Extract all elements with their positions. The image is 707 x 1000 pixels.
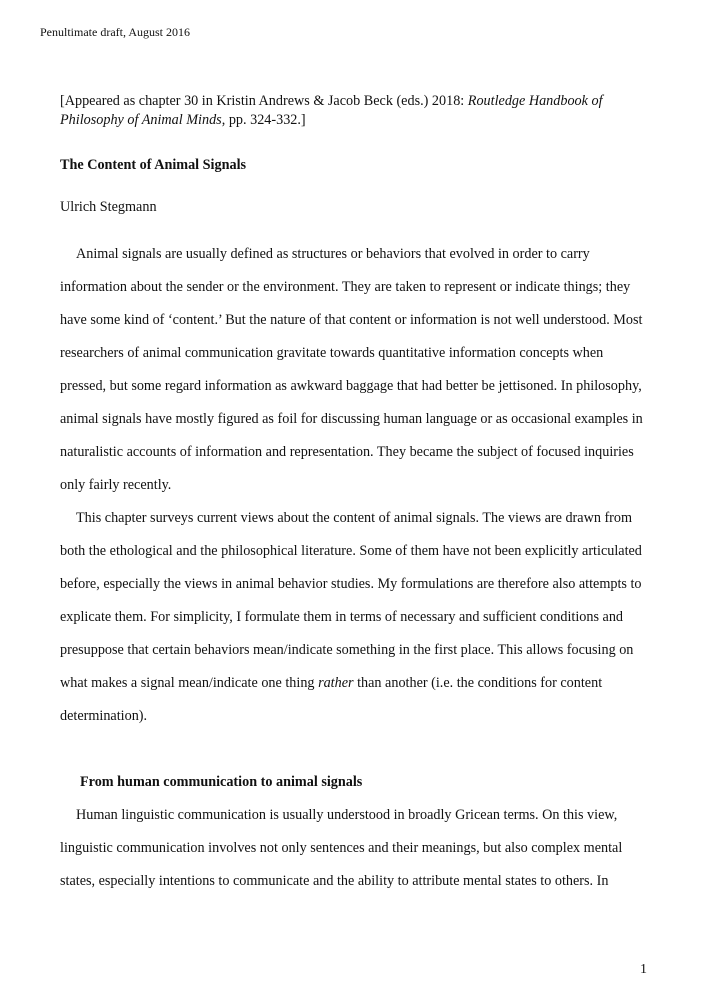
italic-text: Philosophy of Animal Minds [60, 112, 222, 128]
note-line [60, 92, 603, 111]
text-run: This chapter surveys current views about the content of animal signals. The views are drawn from [76, 510, 633, 526]
text-run: what makes a signal mean/indicate one thing [60, 675, 319, 691]
text-line [60, 403, 660, 436]
text-run: linguistic communication involves not only sentences and their meanings, but also complex mental [60, 840, 623, 856]
text-run: both the ethological and the philosophical literature. Some of them have not been explicitly articulated [60, 543, 642, 559]
text-line [60, 502, 660, 535]
text-run: animal signals have mostly figured as foil for discussing human language or as occasional examples in [60, 411, 643, 427]
text-line [60, 535, 660, 568]
text-run: pressed, but some regard information as awkward baggage that had better be jettisoned. In philosophy, [60, 378, 642, 394]
text-run: presuppose that certain behaviors mean/indicate something in the first place. This allows focusing on [60, 642, 634, 658]
note-line [60, 111, 603, 130]
text-run: Animal signals are usually defined as structures or behaviors that evolved in order to carry [76, 246, 590, 262]
text-line [60, 370, 660, 403]
text-line [60, 667, 660, 700]
text-run: [Appeared as chapter 30 in Kristin Andrews & Jacob Beck (eds.) 2018: [60, 93, 468, 109]
section-heading [60, 766, 660, 799]
author-name: Ulrich Stegmann [60, 199, 157, 215]
text-line [60, 568, 660, 601]
text-line [60, 634, 660, 667]
text-run: researchers of animal communication gravitate towards quantitative information concepts when [60, 345, 604, 361]
text-line [60, 436, 660, 469]
text-run: determination). [60, 708, 148, 724]
text-run: only fairly recently. [60, 477, 172, 493]
text-line [60, 700, 660, 733]
italic-text: rather [318, 675, 354, 691]
page-number: 1 [640, 962, 647, 977]
text-line [60, 601, 660, 634]
text-run: information about the sender or the environment. They are taken to represent or indicate things; they [60, 279, 631, 295]
text-line [60, 238, 660, 271]
text-run: explicate them. For simplicity, I formulate them in terms of necessary and sufficient conditions and [60, 609, 624, 625]
text-run: Human linguistic communication is usually understood in broadly Gricean terms. On this view, [76, 807, 618, 823]
text-line [60, 865, 660, 898]
running-header: Penultimate draft, August 2016 [40, 25, 190, 39]
text-run: before, especially the views in animal behavior studies. My formulations are therefore also attempts to [60, 576, 642, 592]
body-text [60, 238, 660, 898]
publication-note [60, 92, 603, 130]
italic-text: Routledge Handbook of [467, 93, 603, 109]
text-line [60, 799, 660, 832]
chapter-title: The Content of Animal Signals [60, 157, 247, 173]
text-line [60, 469, 660, 502]
text-run: states, especially intentions to communicate and the ability to attribute mental states to others. In [60, 873, 609, 889]
text-run: have some kind of ‘content.’ But the nature of that content or information is not well understood. Most [60, 312, 643, 328]
text-line [60, 304, 660, 337]
text-line [60, 337, 660, 370]
text-line [60, 832, 660, 865]
text-line [60, 271, 660, 304]
text-run: naturalistic accounts of information and representation. They became the subject of focused inquiries [60, 444, 634, 460]
text-run: , pp. 324-332.] [221, 112, 306, 128]
text-line [60, 733, 660, 766]
text-run: than another (i.e. the conditions for content [353, 675, 603, 691]
text-run: From human communication to animal signals [80, 774, 363, 790]
